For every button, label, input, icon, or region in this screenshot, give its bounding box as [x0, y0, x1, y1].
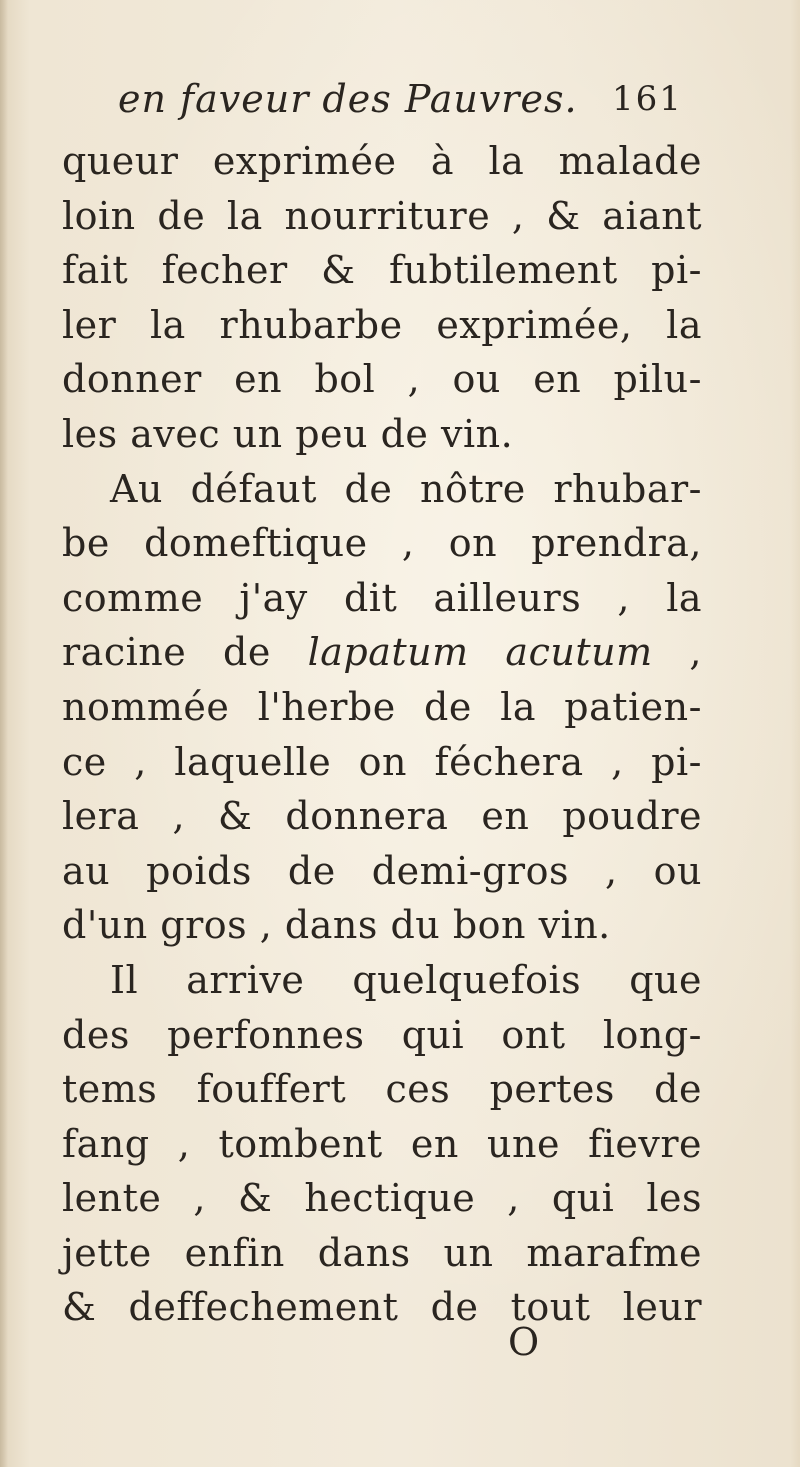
text-line: au poids de demi-gros , ou	[62, 848, 702, 893]
latin-plant-name: lapatum acutum	[307, 630, 653, 675]
body-text	[62, 134, 702, 1335]
catchword: O	[508, 1320, 540, 1364]
paragraph-start-line: Au défaut de nôtre rhubar-	[110, 466, 702, 511]
text-line: les avec un peu de vin.	[62, 411, 514, 456]
text-line: donner en bol , ou en pilu-	[62, 357, 702, 402]
text-line: ler la rhubarbe exprimée, la	[62, 302, 702, 347]
text-line: d'un gros , dans du bon vin.	[62, 903, 611, 948]
paragraph-start-line: Il arrive quelquefois que	[110, 957, 702, 1002]
text-line: queur exprimée à la malade	[62, 139, 702, 183]
text-line-with-latin-term	[62, 625, 702, 680]
text-line: comme j'ay dit ailleurs , la	[62, 575, 702, 620]
text-line: des perfonnes qui ont long-	[62, 1012, 702, 1057]
page-number: 161	[612, 79, 683, 119]
text-segment: racine de	[62, 630, 308, 675]
text-line: tems fouffert ces pertes de	[62, 1067, 702, 1112]
text-line: jette enfin dans un marafme	[62, 1230, 702, 1275]
text-line: lente , & hectique , qui les	[62, 1176, 702, 1221]
text-line: & deffechement de tout leur	[62, 1285, 702, 1330]
page-gutter	[0, 0, 8, 1467]
text-segment: ,	[652, 630, 702, 675]
text-line: lera , & donnera en poudre	[62, 794, 702, 839]
text-line: fait fecher & fubtilement pi-	[62, 248, 702, 293]
text-line: loin de la nourriture , & aiant	[62, 193, 702, 238]
running-title: en faveur des Pauvres.	[118, 77, 578, 121]
text-line: nommée l'herbe de la patien-	[62, 684, 702, 729]
text-line: ce , laquelle on féchera , pi-	[62, 739, 702, 784]
text-line: be domeftique , on prendra,	[62, 521, 702, 566]
text-line: fang , tombent en une fievre	[62, 1121, 702, 1166]
page-header	[118, 74, 718, 134]
